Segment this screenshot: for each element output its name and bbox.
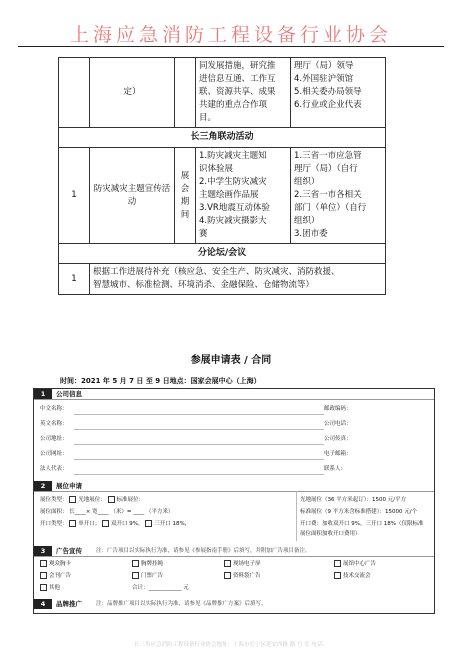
ad-checkbox[interactable]: [40, 560, 47, 567]
table-cell-content: 同发展措施，研究推 进信息互通、工作互 联、资源共享、成果 共建的重点合作项 目。: [196, 58, 291, 128]
ad-checkbox[interactable]: [132, 572, 139, 579]
price-note: 开口费：加收双开口 9%，三开口 18%（仅限标准: [300, 521, 424, 527]
ad-checkbox[interactable]: [334, 572, 341, 579]
table-cell-name: 防灾减灾主题宣传活动: [90, 148, 175, 244]
table-cell-no: [59, 58, 90, 128]
table-cell-no: 1: [59, 264, 90, 295]
field-underline: [74, 414, 324, 415]
opening-type-row: 开口类型： 单开口； 双开口 9%， 三开口 18%，: [40, 521, 191, 527]
section-label: 品牌推广: [56, 600, 82, 608]
ad-option: 展馆中心广告: [334, 560, 376, 569]
website-field[interactable]: 公司网址：: [40, 451, 68, 457]
field-underline: [74, 444, 324, 445]
field-underline: [74, 459, 324, 460]
table-cell-content: 1.防灾减灾主题知 识体验展 2.中学生防灾减灾 主题绘画作品展 3.VR地震互动体验 4.防灾减灾摄影大 赛: [196, 148, 291, 244]
ad-checkbox[interactable]: [224, 572, 231, 579]
activity-table: [58, 57, 386, 295]
field-underline: [74, 474, 324, 475]
price-note-2: 展位面积加收开口费用）: [300, 531, 361, 537]
fax-field[interactable]: 公司传真：: [324, 436, 352, 442]
ad-option: 观众胸卡: [40, 560, 71, 569]
table-row: [59, 264, 386, 295]
section-number: 3: [34, 546, 52, 556]
standard-booth-checkbox[interactable]: [108, 496, 115, 503]
price-standard: 标准展位（9 平方米含标准搭建）：15000 元/个: [300, 509, 418, 515]
company-cn-field[interactable]: 中文名称：: [40, 406, 68, 412]
section-booth-header: [34, 481, 434, 492]
table-row: [59, 148, 386, 244]
section-number: 2: [34, 481, 52, 491]
ad-checkbox[interactable]: [40, 584, 47, 591]
ad-option: 会刊广告: [40, 572, 71, 581]
ad-option: 资料袋广告: [224, 572, 261, 581]
booth-size-field[interactable]: 展位面积： 长____× 宽____ （米）= ____ （平方米）: [40, 509, 174, 515]
section-number: 4: [34, 599, 52, 609]
table-cell-forum-content: 根据工作进展待补充（核应急、安全生产、防灾减灾、消防救援、 智慧城市、标准检测、环境消杀、金融保险、仓储物流等）: [90, 264, 386, 295]
ad-option: 胸牌挂绳: [132, 560, 163, 569]
section-label: 公司信息: [56, 390, 82, 398]
single-opening-checkbox[interactable]: [69, 520, 76, 527]
phone-field[interactable]: 公司电话：: [324, 421, 352, 427]
ad-checkbox[interactable]: [132, 560, 139, 567]
association-title: 上海应急消防工程设备行业协会: [69, 24, 392, 46]
ad-option: 其他: [40, 584, 60, 593]
ad-checkbox[interactable]: [334, 560, 341, 567]
section-company-header: [34, 389, 434, 400]
section-row: [59, 128, 386, 148]
header-divider: [18, 46, 444, 47]
section-row: [59, 244, 386, 264]
table-cell-participants: 理厅（局）领导 4.外国驻沪领馆 5.相关委办局领导 6.行业或企业代表: [291, 58, 386, 128]
form-title: 参展申请表 / 合同: [190, 355, 272, 366]
section-label: 展位申请: [56, 482, 82, 490]
ad-checkbox[interactable]: [224, 560, 231, 567]
section-number: 1: [34, 389, 52, 399]
double-opening-checkbox[interactable]: [102, 520, 109, 527]
triple-opening-checkbox[interactable]: [145, 520, 152, 527]
table-cell-no: 1: [59, 148, 90, 244]
table-cell-period: 展会期间: [175, 148, 196, 244]
section-note: 注：广告项目以实际执行为准，请参见《参展指南手册》后填写，并附加广告项目备注。: [96, 548, 311, 554]
section-title-yangtze: 长三角联动活动: [59, 128, 386, 148]
ad-option: 现场电子屏: [224, 560, 261, 569]
section-brand-header: [34, 599, 434, 609]
legal-rep-field[interactable]: 法人代表：: [40, 466, 68, 472]
table-row: [59, 58, 386, 128]
ad-checkbox[interactable]: [40, 572, 47, 579]
section-note: 注：品牌推广项目以实际执行为准，请参见《品牌推广方案》后填写。: [96, 601, 267, 607]
section-label: 广告宣传: [56, 547, 82, 555]
ad-amount-field[interactable]: 合计：____________ 元: [132, 585, 189, 591]
postcode-field[interactable]: 邮政编码：: [324, 406, 352, 412]
ad-option: 技术交流会: [334, 572, 371, 581]
table-cell-participants: 1.三省一市应急管 理厅（局）（自行 组织） 2.三省一市各相关 部门（单位）（自行 组织） 3.团市委: [291, 148, 386, 244]
email-field[interactable]: 电子邮箱：: [324, 451, 352, 457]
bare-booth-checkbox[interactable]: [69, 496, 76, 503]
footer-text: 长三角应急消防工程设备行业协会地址：上海市长宁区延安西路 路 号 室 电话：: [134, 642, 328, 648]
column-divider: [296, 491, 297, 541]
section-ad-header: [34, 546, 434, 557]
table-cell-period: [175, 58, 196, 128]
ad-option: 门票广告: [132, 572, 163, 581]
section-title-forum: 分论坛/会议: [59, 244, 386, 264]
application-form: [33, 388, 435, 614]
price-bare: 光地展位（36 平方米起订）：1500 元/平方: [300, 497, 407, 503]
address-field[interactable]: 公司地址：: [40, 436, 68, 442]
table-cell-name: 定）: [90, 58, 175, 128]
contact-field[interactable]: 联系人：: [324, 466, 347, 472]
field-underline: [74, 429, 324, 430]
booth-type-row: 展位类型： 光地展位： 标准展位：: [40, 497, 145, 503]
form-subtitle: 时间：2021 年 5 月 7 日 至 9 日地点：国家会展中心（上海）: [60, 377, 261, 385]
company-en-field[interactable]: 英文名称：: [40, 421, 68, 427]
